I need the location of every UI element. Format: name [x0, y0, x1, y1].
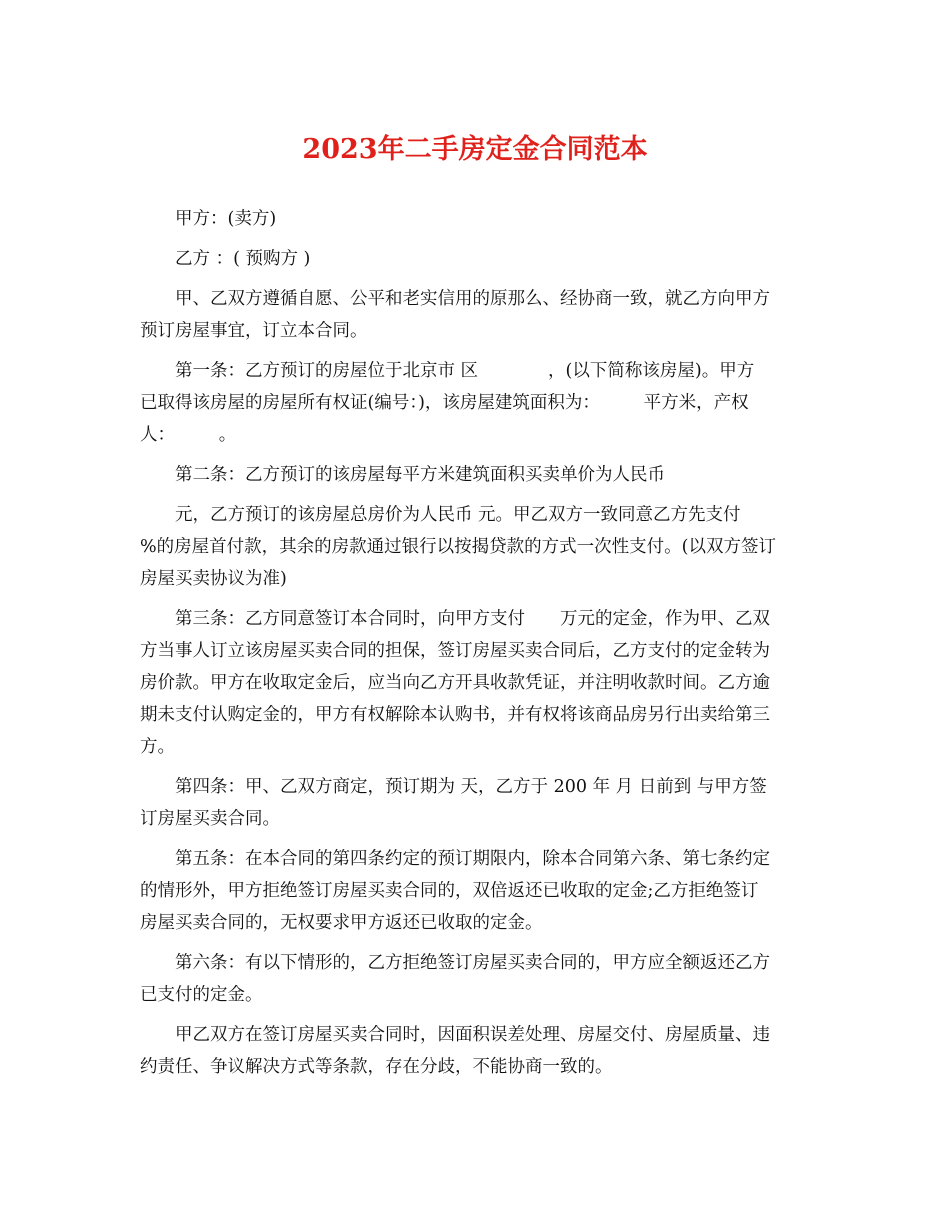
article-3-line: 第三条：乙方同意签订本合同时，向甲方支付 万元的定金，作为甲、乙双 [175, 609, 770, 629]
article-6 [140, 947, 810, 1011]
article-6-line: 第六条：有以下情形的，乙方拒绝签订房屋买卖合同的，甲方应全额返还乙方 [175, 953, 770, 973]
article-2 [140, 459, 810, 595]
preamble-paragraph [140, 283, 810, 347]
article-1 [140, 355, 810, 451]
article-5 [140, 843, 810, 939]
article-3-line: 期未支付认购定金的，甲方有权解除本认购书，并有权将该商品房另行出卖给第三 [140, 705, 770, 725]
article-5-line: 的情形外，甲方拒绝签订房屋买卖合同的，双倍返还已收取的定金;乙方拒绝签订 [140, 881, 759, 901]
article-5-line: 房屋买卖合同的，无权要求甲方返还已收取的定金。 [140, 913, 543, 933]
article-2-line: 第二条：乙方预订的该房屋每平方米建筑面积买卖单价为人民币 [175, 465, 665, 485]
article-1-line: 第一条：乙方预订的房屋位于北京市 区 ，(以下简称该房屋)。甲方 [175, 361, 755, 381]
article-1-line: 已取得该房屋的房屋所有权证(编号：)，该房屋建筑面积为： 平方米，产权 [140, 393, 749, 413]
dispute-clause [140, 1019, 810, 1083]
article-5-line: 第五条：在本合同的第四条约定的预订期限内，除本合同第六条、第七条约定 [175, 849, 770, 869]
dispute-clause-line: 甲乙双方在签订房屋买卖合同时，因面积误差处理、房屋交付、房屋质量、违 [175, 1025, 770, 1045]
document-title: 2023年二手房定金合同范本 [302, 134, 648, 165]
article-3 [140, 603, 810, 763]
article-4-line: 第四条：甲、乙双方商定，预订期为 天，乙方于 200 年 月 日前到 与甲方签 [175, 777, 767, 797]
preamble-line: 甲、乙双方遵循自愿、公平和老实信用的原那么、经协商一致，就乙方向甲方 [175, 289, 770, 309]
article-3-line: 房价款。甲方在收取定金后，应当向乙方开具收款凭证，并注明收款时间。乙方逾 [140, 673, 770, 693]
contract-body [140, 203, 810, 1083]
preamble-line: 预订房屋事宜，订立本合同。 [140, 321, 368, 341]
article-3-line: 方。 [140, 737, 175, 757]
article-4 [140, 771, 810, 835]
article-2-line: 房屋买卖协议为准) [140, 569, 287, 589]
article-2-line: %的房屋首付款，其余的房款通过银行以按揭贷款的方式一次性支付。(以双方签订 [140, 537, 776, 557]
article-1-line: 人： 。 [140, 425, 237, 445]
party-a: 甲方：(卖方) [175, 209, 277, 229]
article-3-line: 方当事人订立该房屋买卖合同的担保，签订房屋买卖合同后，乙方支付的定金转为 [140, 641, 770, 661]
article-2-line: 元，乙方预订的该房屋总房价为人民币 元。甲乙双方一致同意乙方先支付 [175, 505, 741, 525]
dispute-clause-line: 约责任、争议解决方式等条款，存在分歧，不能协商一致的。 [140, 1057, 613, 1077]
party-b: 乙方 ：( 预购方 ) [175, 249, 311, 269]
article-6-line: 已支付的定金。 [140, 985, 263, 1005]
article-4-line: 订房屋买卖合同。 [140, 809, 280, 829]
